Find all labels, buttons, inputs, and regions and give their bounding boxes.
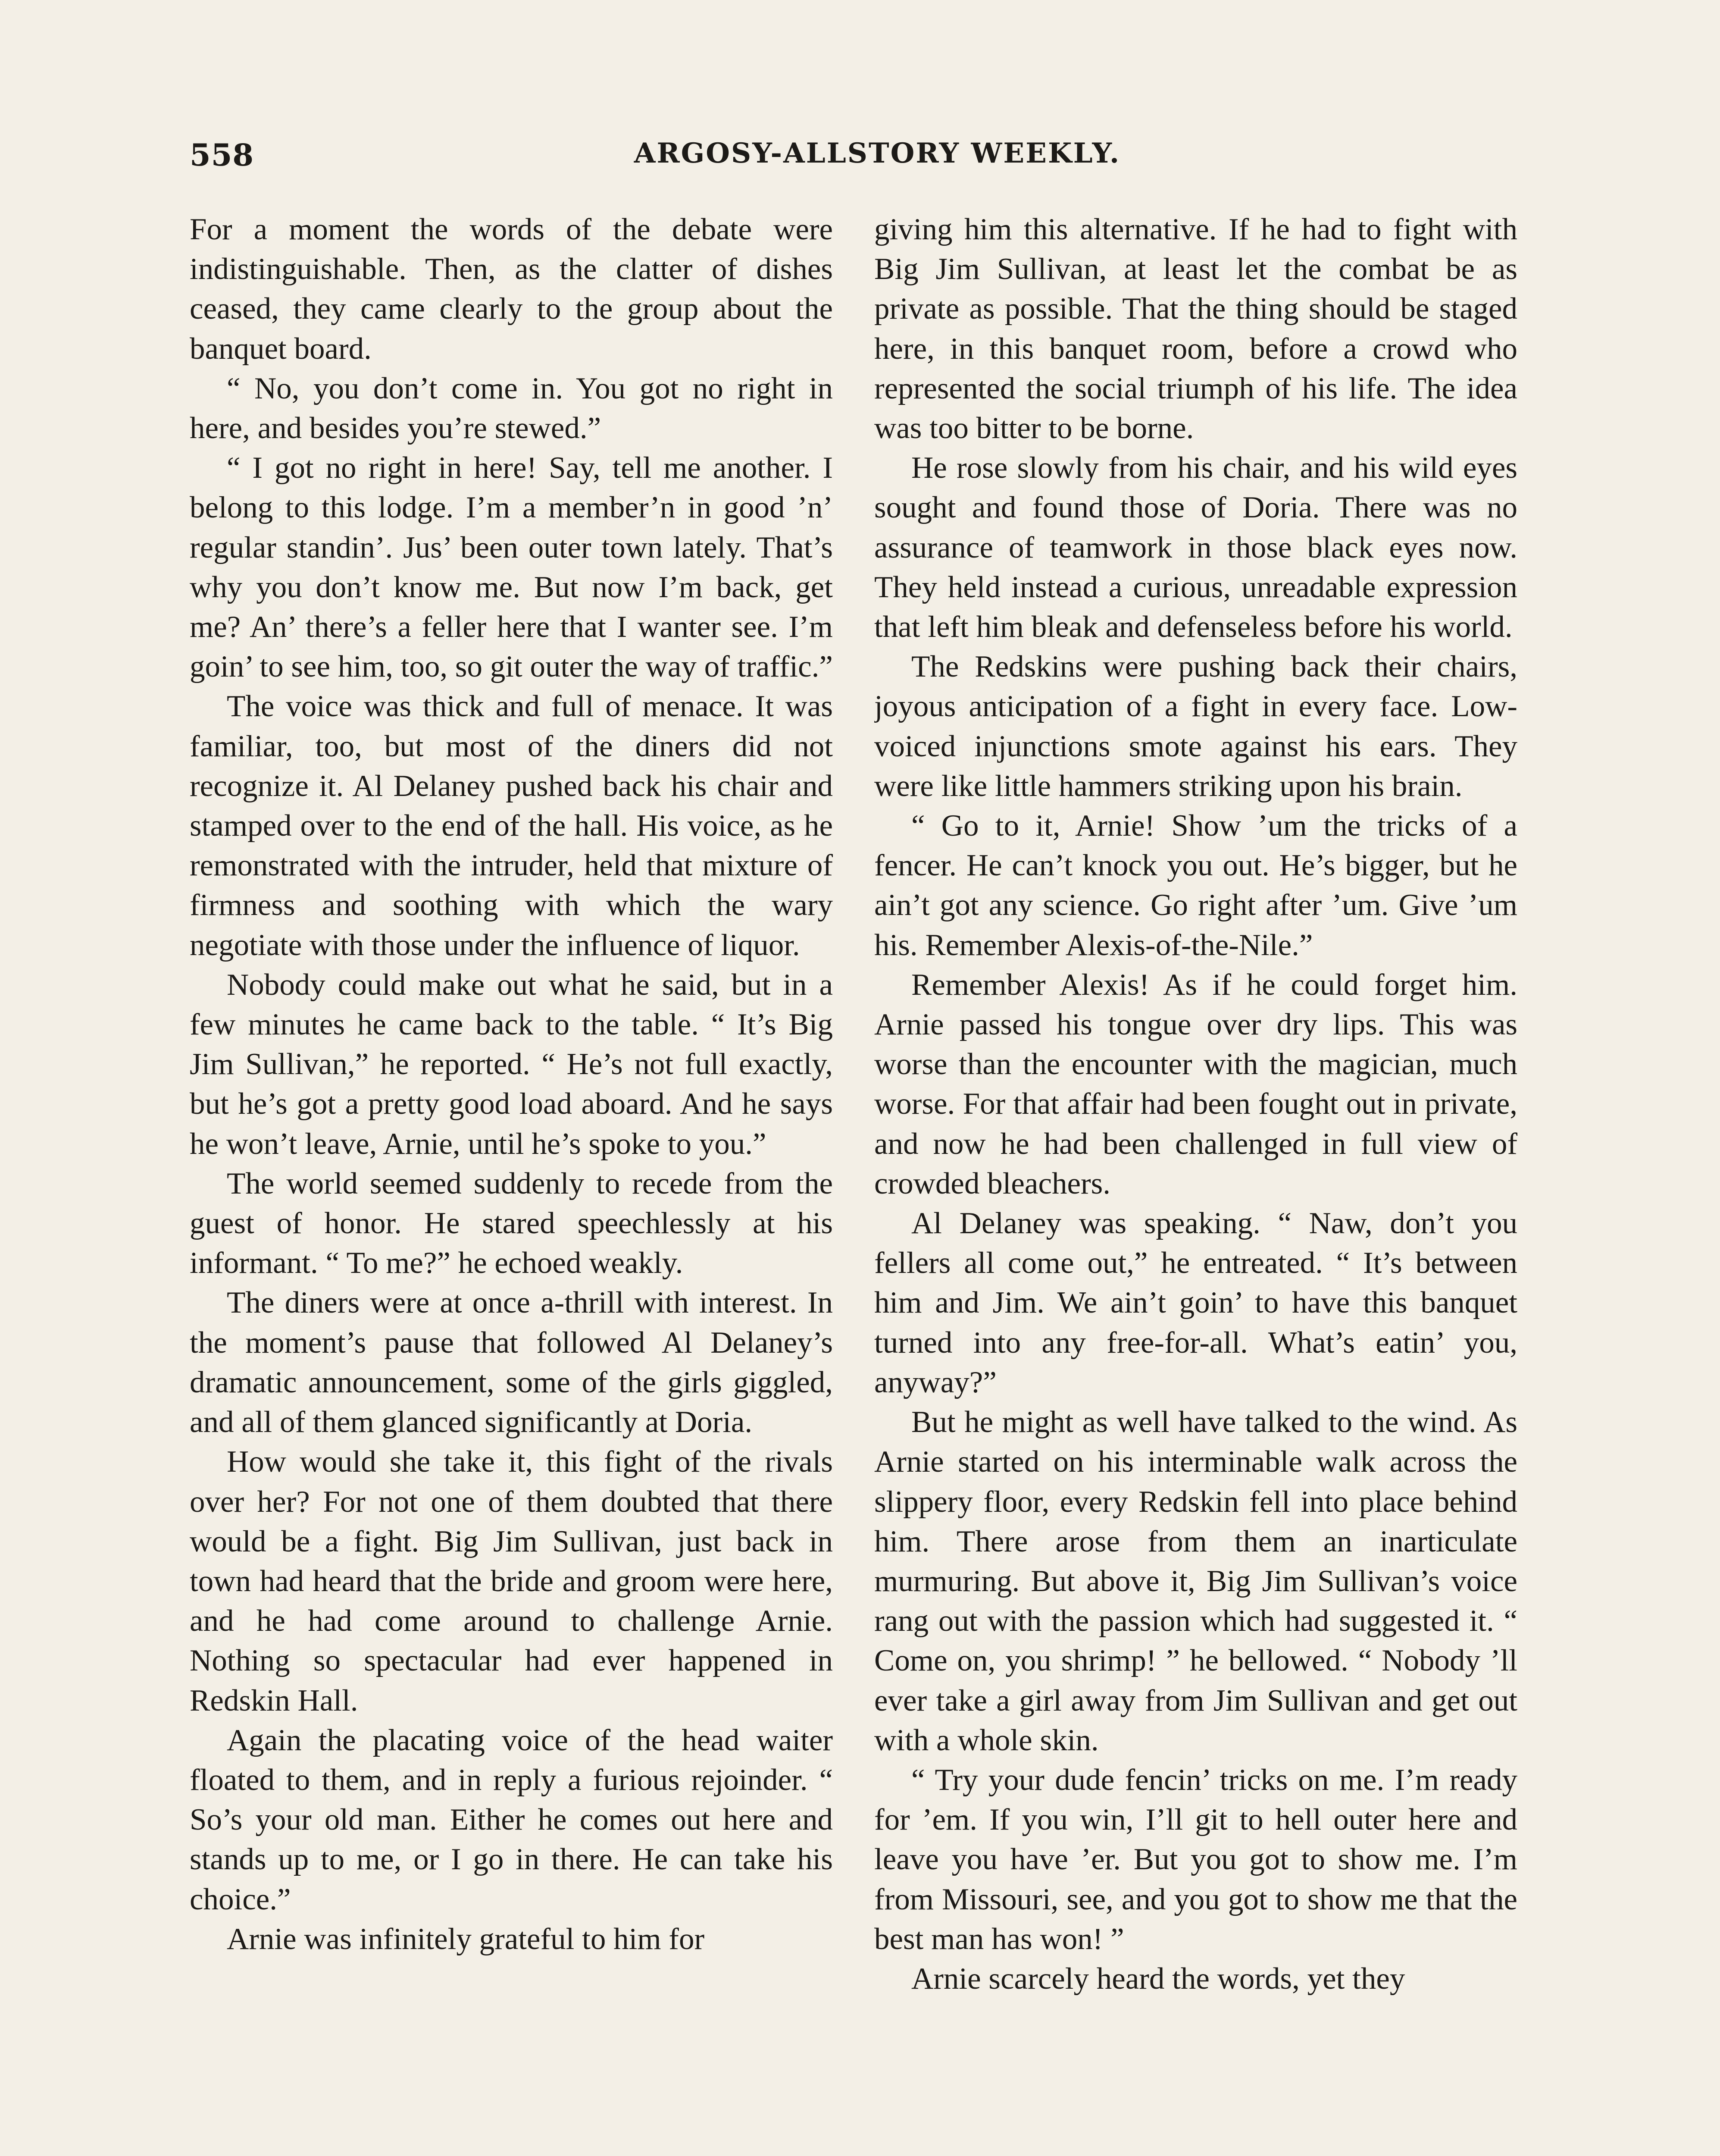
page-header <box>190 137 1565 185</box>
paragraph: Arnie scarcely heard the words, yet they <box>911 1962 1405 1996</box>
paragraph: The diners were at once a-thrill with interest. In the moment’s pause that followed Al Delaney’s dramatic announcement, some of the girls giggled, and all of them glanced significantly at Doria. <box>190 1286 833 1439</box>
paragraph: Arnie was infinitely grateful to him for <box>227 1922 705 1956</box>
paragraph: The Redskins were pushing back their chairs, joyous anticipation of a fight in every face. Low-voiced injunctions smote against his ears. They were like little hammers striking upon his brain. <box>874 650 1517 803</box>
page-number: 558 <box>190 137 254 173</box>
paragraph: Al Delaney was speaking. “ Naw, don’t you fellers all come out,” he entreated. “ It’s between him and Jim. We ain’t goin’ to have this banquet turned into any free-for-all. What’s eatin’ you, anyway?” <box>874 1206 1517 1399</box>
paragraph: How would she take it, this fight of the rivals over her? For not one of them doubted that there would be a fight. Big Jim Sullivan, just back in town had heard that the bride and groom were here, and he had come around to challenge Arnie. Nothing so spectacular had ever happened in Redskin Hall. <box>190 1445 833 1717</box>
paragraph: giving him this alternative. If he had to fight with Big Jim Sullivan, at least let the combat be as private as possible. That the thing should be staged here, in this banquet room, before a crowd who represented the social triumph of his life. The idea was too bitter to be borne. <box>874 213 1517 445</box>
running-head: ARGOSY-ALLSTORY WEEKLY. <box>634 137 1121 169</box>
paragraph: Nobody could make out what he said, but in a few minutes he came back to the table. “ It’s Big Jim Sullivan,” he reported. “ He’s not full exactly, but he’s got a pretty good load aboard. And he says he won’t leave, Arnie, until he’s spoke to you.” <box>190 968 833 1161</box>
paragraph: “ Try your dude fencin’ tricks on me. I’m ready for ’em. If you win, I’ll git to hell outer here and leave you have ’er. But you got to show me. I’m from Missouri, see, and you got to show me that the best man has won! ” <box>874 1763 1517 1956</box>
paragraph: He rose slowly from his chair, and his wild eyes sought and found those of Doria. There was no assurance of teamwork in those black eyes now. They held instead a curious, unreadable expression that left him bleak and defenseless before his world. <box>874 451 1517 644</box>
paragraph: “ Go to it, Arnie! Show ’um the tricks of a fencer. He can’t knock you out. He’s bigger, but he ain’t got any science. Go right after ’um. Give ’um his. Remember Alexis-of-the-Nile.” <box>874 809 1517 962</box>
paragraph: “ I got no right in here! Say, tell me another. I belong to this lodge. I’m a member’n in good ’n’ regular standin’. Jus’ been outer town lately. That’s why you don’t know me. But now I’m back, get me? An’ there’s a feller here that I wanter see. I’m goin’ to see him, too, so git outer the way of traffic.” <box>190 451 833 684</box>
paragraph: For a moment the words of the debate were indistinguishable. Then, as the clatter of dishes ceased, they came clearly to the group about the banquet board. <box>190 213 833 366</box>
paragraph: “ No, you don’t come in. You got no right in here, and besides you’re stewed.” <box>190 371 833 445</box>
left-column <box>190 210 833 2156</box>
paragraph: But he might as well have talked to the wind. As Arnie started on his interminable walk across the slippery floor, every Redskin fell into place behind him. There arose from them an inarticulate murmuring. But above it, Big Jim Sullivan’s voice rang out with the passion which had suggested it. “ Come on, you shrimp! ” he bellowed. “ Nobody ’ll ever take a girl away from Jim Sullivan and get out with a whole skin. <box>874 1405 1517 1757</box>
paragraph: Again the placating voice of the head waiter floated to them, and in reply a furious rejoinder. “ So’s your old man. Either he comes out here and stands up to me, or I go in there. He can take his choice.” <box>190 1723 833 1916</box>
right-column <box>874 210 1517 2156</box>
paragraph: The voice was thick and full of menace. It was familiar, too, but most of the diners did not recognize it. Al Delaney pushed back his chair and stamped over to the end of the hall. His voice, as he remonstrated with the intruder, held that mixture of firmness and soothing with which the wary negotiate with those under the influence of liquor. <box>190 689 833 962</box>
paragraph: The world seemed suddenly to recede from the guest of honor. He stared speechlessly at his informant. “ To me?” he echoed weakly. <box>190 1166 833 1280</box>
paragraph: Remember Alexis! As if he could forget him. Arnie passed his tongue over dry lips. This was worse than the encounter with the magician, much worse. For that affair had been fought out in private, and now he had been challenged in full view of crowded bleachers. <box>874 968 1517 1200</box>
